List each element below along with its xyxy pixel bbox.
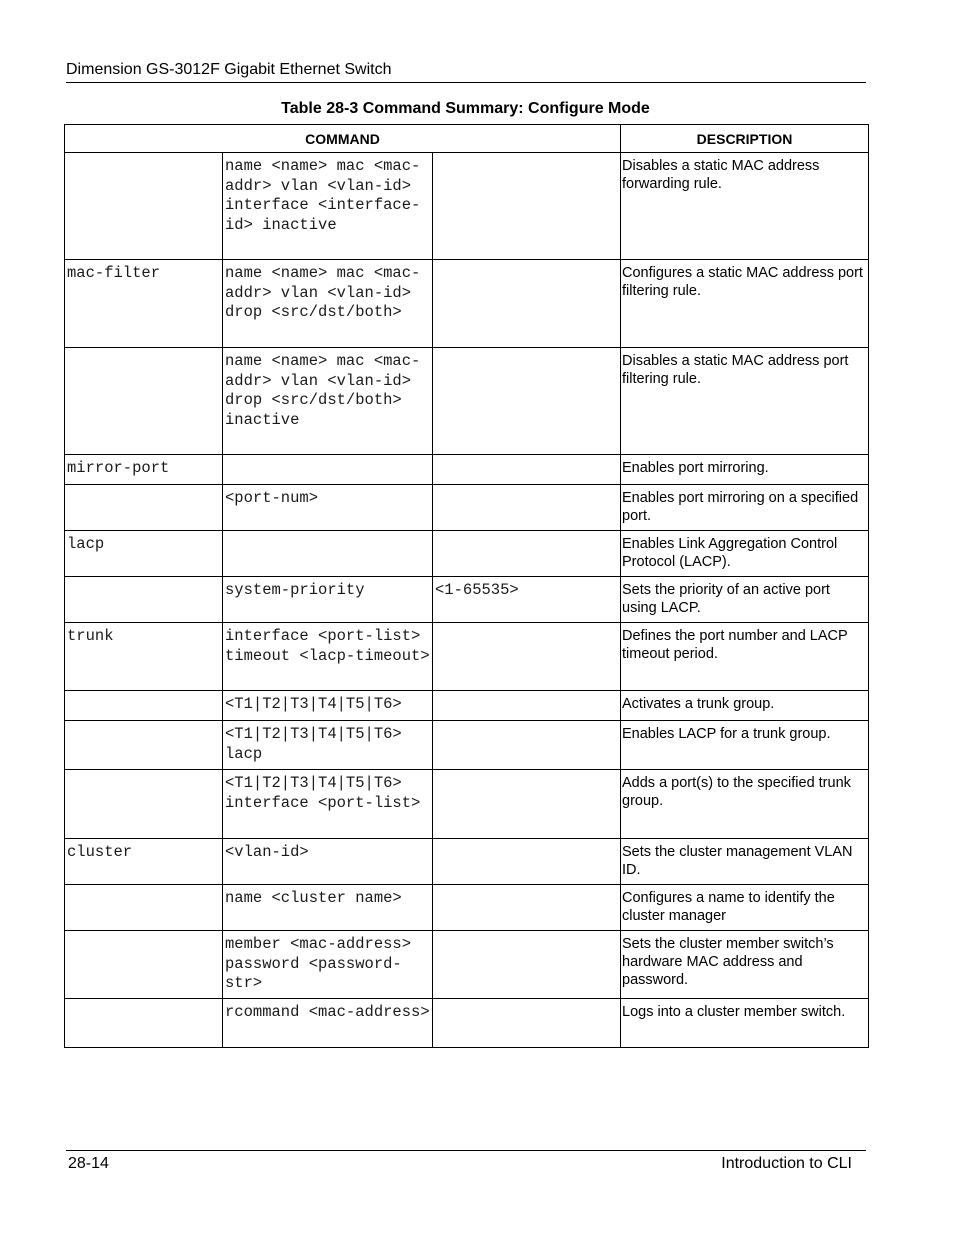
command-cell: mirror-port: [65, 455, 223, 485]
page-number: 28-14: [68, 1155, 109, 1172]
description-cell: Disables a static MAC address forwarding rule.: [621, 153, 869, 260]
argument-cell: [433, 839, 621, 885]
table-row: [65, 531, 869, 577]
column-header-description: DESCRIPTION: [621, 125, 869, 153]
command-cell: trunk: [65, 623, 223, 691]
command-cell: [65, 770, 223, 839]
subcommand-cell: <T1|T2|T3|T4|T5|T6>: [223, 691, 433, 721]
section-title: Introduction to CLI: [721, 1155, 852, 1172]
description-cell: Configures a name to identify the cluster manager: [621, 885, 869, 931]
subcommand-cell: name <name> mac <mac-addr> vlan <vlan-id> drop <src/dst/both> inactive: [223, 348, 433, 455]
description-cell: Enables Link Aggregation Control Protocol (LACP).: [621, 531, 869, 577]
command-cell: [65, 485, 223, 531]
argument-cell: [433, 885, 621, 931]
argument-cell: [433, 260, 621, 348]
subcommand-cell: [223, 531, 433, 577]
subcommand-cell: <vlan-id>: [223, 839, 433, 885]
table-row: [65, 260, 869, 348]
command-cell: [65, 153, 223, 260]
subcommand-cell: interface <port-list> timeout <lacp-timeout>: [223, 623, 433, 691]
argument-cell: <1-65535>: [433, 577, 621, 623]
subcommand-cell: [223, 455, 433, 485]
argument-cell: [433, 153, 621, 260]
description-cell: Adds a port(s) to the specified trunk group.: [621, 770, 869, 839]
column-header-command: COMMAND: [65, 125, 621, 153]
table-row: [65, 721, 869, 770]
command-cell: [65, 721, 223, 770]
subcommand-cell: name <name> mac <mac-addr> vlan <vlan-id> drop <src/dst/both>: [223, 260, 433, 348]
description-cell: Defines the port number and LACP timeout period.: [621, 623, 869, 691]
subcommand-cell: system-priority: [223, 577, 433, 623]
description-cell: Disables a static MAC address port filtering rule.: [621, 348, 869, 455]
argument-cell: [433, 531, 621, 577]
table-row: [65, 623, 869, 691]
description-cell: Activates a trunk group.: [621, 691, 869, 721]
command-cell: [65, 931, 223, 999]
argument-cell: [433, 691, 621, 721]
subcommand-cell: name <name> mac <mac-addr> vlan <vlan-id> interface <interface-id> inactive: [223, 153, 433, 260]
table-row: [65, 153, 869, 260]
subcommand-cell: member <mac-address> password <password-str>: [223, 931, 433, 999]
command-cell: cluster: [65, 839, 223, 885]
command-cell: [65, 691, 223, 721]
description-cell: Configures a static MAC address port filtering rule.: [621, 260, 869, 348]
table-row: [65, 999, 869, 1048]
table-row: [65, 770, 869, 839]
command-cell: [65, 999, 223, 1048]
table-row: [65, 485, 869, 531]
argument-cell: [433, 999, 621, 1048]
argument-cell: [433, 348, 621, 455]
command-cell: [65, 577, 223, 623]
table-row: [65, 839, 869, 885]
description-cell: Sets the cluster management VLAN ID.: [621, 839, 869, 885]
description-cell: Enables LACP for a trunk group.: [621, 721, 869, 770]
table-row: [65, 348, 869, 455]
description-cell: Sets the priority of an active port using LACP.: [621, 577, 869, 623]
argument-cell: [433, 623, 621, 691]
command-cell: mac-filter: [65, 260, 223, 348]
subcommand-cell: <T1|T2|T3|T4|T5|T6> lacp: [223, 721, 433, 770]
description-cell: Enables port mirroring on a specified port.: [621, 485, 869, 531]
subcommand-cell: <port-num>: [223, 485, 433, 531]
description-cell: Sets the cluster member switch’s hardware MAC address and password.: [621, 931, 869, 999]
table-row: [65, 931, 869, 999]
argument-cell: [433, 721, 621, 770]
table-header-row: [65, 125, 869, 153]
command-cell: lacp: [65, 531, 223, 577]
page-header-title: Dimension GS-3012F Gigabit Ethernet Switch: [66, 60, 866, 83]
argument-cell: [433, 770, 621, 839]
command-cell: [65, 348, 223, 455]
command-summary-table: [64, 124, 869, 1048]
command-cell: [65, 885, 223, 931]
argument-cell: [433, 455, 621, 485]
subcommand-cell: rcommand <mac-address>: [223, 999, 433, 1048]
subcommand-cell: name <cluster name>: [223, 885, 433, 931]
subcommand-cell: <T1|T2|T3|T4|T5|T6> interface <port-list>: [223, 770, 433, 839]
page-footer: [66, 1150, 866, 1172]
table-row: [65, 885, 869, 931]
argument-cell: [433, 931, 621, 999]
table-caption: Table 28-3 Command Summary: Configure Mode: [281, 100, 650, 117]
description-cell: Enables port mirroring.: [621, 455, 869, 485]
argument-cell: [433, 485, 621, 531]
table-row: [65, 691, 869, 721]
table-row: [65, 455, 869, 485]
table-row: [65, 577, 869, 623]
description-cell: Logs into a cluster member switch.: [621, 999, 869, 1048]
